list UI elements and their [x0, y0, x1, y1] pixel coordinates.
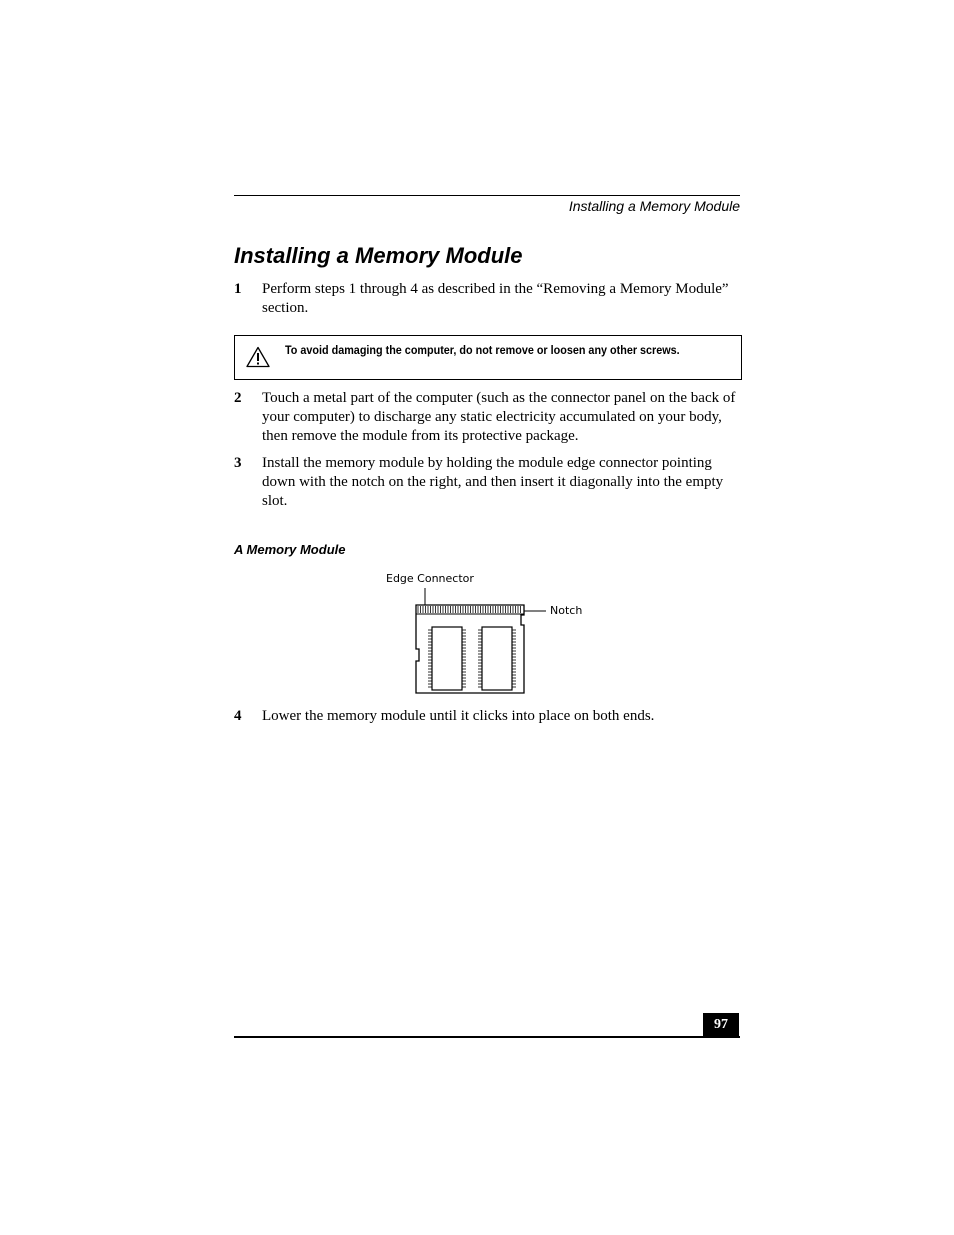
step-1 — [234, 280, 740, 318]
step-3 — [234, 454, 740, 511]
step-text: Install the memory module by holding the module edge connector pointing down with the notch on the right, and then insert it diagonally into the empty slot. — [262, 455, 724, 509]
running-header: Installing a Memory Module — [568, 198, 740, 214]
page-number: 97 — [703, 1013, 739, 1038]
step-number: 3 — [234, 455, 242, 471]
step-number: 2 — [234, 390, 242, 406]
step-4 — [234, 707, 740, 726]
step-text: Perform steps 1 through 4 as described in the “Removing a Memory Module” section. — [262, 281, 729, 316]
memory-module-drawing — [380, 568, 610, 698]
step-text: Touch a metal part of the computer (such as the connector panel on the back of your computer) to discharge any static electricity accumulated on your body, then remove the module from its protective package. — [262, 390, 736, 444]
step-text: Lower the memory module until it clicks into place on both ends. — [262, 708, 655, 724]
step-2 — [234, 389, 740, 446]
page-title: Installing a Memory Module — [234, 243, 523, 268]
header-rule — [234, 195, 740, 196]
figure-caption: A Memory Module — [234, 542, 346, 557]
step-number: 1 — [234, 281, 242, 297]
warning-triangle-icon — [246, 346, 270, 368]
memory-module-figure — [380, 568, 610, 698]
notch-label: Notch — [550, 604, 583, 617]
footer-rule — [234, 1036, 740, 1038]
step-number: 4 — [234, 708, 242, 724]
caution-text: To avoid damaging the computer, do not remove or loosen any other screws. — [285, 343, 680, 357]
caution-box — [234, 335, 742, 380]
edge-connector-label: Edge Connector — [386, 572, 474, 585]
